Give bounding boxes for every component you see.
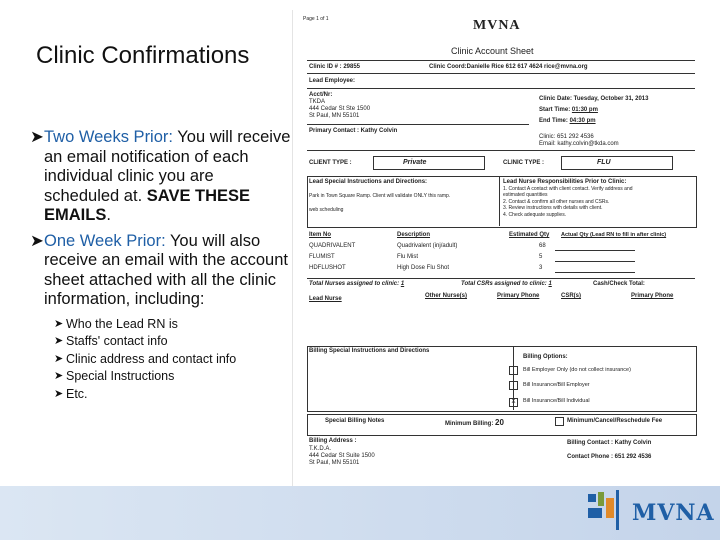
item-qty: 5 — [539, 254, 543, 260]
arrow-bullet-icon: ➤ — [54, 317, 64, 330]
bullet-emphasis: SAVE THESE EMAILS — [44, 186, 251, 224]
end-time: End Time: 04:30 pm — [539, 118, 596, 124]
total-csrs: Total CSRs assigned to clinic: 1 — [461, 281, 552, 287]
bullet-tail: . — [106, 206, 111, 224]
col-other-nurses: Other Nurse(s) — [425, 293, 468, 299]
item-desc: High Dose Flu Shot — [397, 265, 450, 271]
sub-bullet: ➤ Staffs' contact info — [42, 333, 292, 351]
col-description: Description — [397, 232, 431, 238]
primary-contact: Primary Contact : Kathy Colvin — [309, 128, 398, 134]
start-time: Start Time: 01:30 pm — [539, 107, 598, 113]
footer-band — [0, 486, 720, 540]
bullet-lead: Two Weeks Prior: — [44, 128, 173, 146]
clinic-coord: Clinic Coord:Danielle Rice 612 617 4624 rice@mvna.org — [429, 64, 588, 70]
col-estimated-qty: Estimated Qty — [509, 232, 550, 238]
bullet-list — [30, 128, 292, 403]
account-sheet-image: Page 1 of 1 MVNA Clinic Account Sheet Clinic ID # : 29855 Clinic Coord:Danielle Rice 612 617 4624 rice@mvna.org Lead Employee: Acct/Nr: TKDA 444 Cedar St Ste 1500 St Paul, MN 55101 Clinic Date: Tuesday, October 31, 2013 Start Time: 01:30 pm End Time: 04:30 pm Primary Contact : Kathy Colvin Clinic: 651 292 4536 Email: kathy.colvin@tkda.com CLIENT TYPE : Private CLINIC TYPE : FLU Lead Special Instructions and Directions: Park in Town Square Ramp. Client will validate ONLY this ramp. web scheduling Lead Nurse Responsibilities Prior to Clinic: 1. Contact A contact with client contact. Verify address and estimated quantities 2. Contact & confirm all other nurses and CSRs. 3. Review instructions with details with client. 4. Check adequate supplies. Item No Description Estimated Qty Actual Qty (Lead RN to fill in after clinic) QUADRIVALENT Quadrivalent (inj/adult) 68 FLUMIST Flu Mist 5 HDFLUSHOT High Dose Flu Shot 3 Total Nurses assigned to clinic: 1 Total CSRs assigned to clinic: 1 Cash/Check Total: Lead Nurse Other Nurse(s) Primary Phone CSR(s) Primary Phone Billing Special Instructions and Directions Billing Options: Bill Employer Only (do not collect insurance) Bill Insurance/Bill Employer X Bill Insurance/Bill Individual Special Billing Notes Minimum Billing: 20 Minimum/Cancel/Reschedule Fee Billing Address : T.K.D.A. 444 Cedar St Suite 1500 St Paul, MN 55101 Billing Contact : Kathy Colvin Contact Phone : 651 292 4536 — [292, 10, 718, 486]
option-checkbox-checked: X — [509, 398, 518, 407]
lead-employee: Lead Employee: — [309, 78, 356, 84]
item-desc: Quadrivalent (inj/adult) — [397, 243, 458, 249]
billing-options-label: Billing Options: — [523, 354, 568, 360]
special-billing-notes: Special Billing Notes — [325, 418, 385, 424]
item-code: QUADRIVALENT — [309, 243, 356, 249]
arrow-bullet-icon: ➤ — [30, 128, 44, 146]
billing-special-label: Billing Special Instructions and Directions — [309, 348, 430, 354]
item-qty: 3 — [539, 265, 543, 271]
bullet-one-week — [30, 232, 292, 310]
sub-bullet: ➤ Clinic address and contact info — [42, 351, 292, 369]
slide-title: Clinic Confirmations — [36, 42, 250, 69]
item-code: FLUMIST — [309, 254, 335, 260]
col-actual-qty: Actual Qty (Lead RN to fill in after clinic) — [561, 232, 667, 238]
total-nurses: Total Nurses assigned to clinic: 1 — [309, 281, 405, 287]
arrow-bullet-icon: ➤ — [30, 231, 44, 250]
arrow-bullet-icon: ➤ — [54, 352, 64, 365]
minimum-cancel-fee: Minimum/Cancel/Reschedule Fee — [567, 418, 663, 424]
client-type-label: CLIENT TYPE : — [309, 160, 352, 166]
clinic-type: FLU — [597, 159, 611, 166]
special-instructions-label: Lead Special Instructions and Directions: — [309, 179, 428, 185]
bullet-two-weeks — [30, 128, 292, 226]
sub-bullet: ➤ Who the Lead RN is — [42, 316, 292, 334]
contact-phone: Contact Phone : 651 292 4536 — [567, 454, 652, 460]
arrow-bullet-icon: ➤ — [54, 387, 64, 400]
sub-bullet: ➤ Etc. — [42, 386, 292, 404]
mvna-logo — [584, 488, 715, 532]
clinic-type-label: CLINIC TYPE : — [503, 160, 545, 166]
item-desc: Flu Mist — [397, 254, 418, 260]
col-primary-phone-2: Primary Phone — [631, 293, 674, 299]
option-checkbox — [509, 381, 518, 390]
option-checkbox — [509, 366, 518, 375]
item-qty: 68 — [539, 243, 546, 249]
lead-responsibilities-label: Lead Nurse Responsibilities Prior to Clinic: — [503, 179, 627, 185]
client-type: Private — [403, 159, 427, 166]
option-checkbox — [555, 417, 564, 426]
logo-text: MVNA — [632, 500, 715, 526]
clinic-date: Clinic Date: Tuesday, October 31, 2013 — [539, 96, 649, 102]
bullet-text: You will receive an email notification of each individual clinic you are scheduled at. — [44, 128, 291, 205]
col-item-no: Item No — [309, 232, 332, 238]
col-primary-phone: Primary Phone — [497, 293, 540, 299]
cash-check-total: Cash/Check Total: — [593, 281, 645, 287]
arrow-bullet-icon: ➤ — [54, 335, 64, 347]
sub-bullet: ➤ Special Instructions — [42, 368, 292, 386]
billing-address-label: Billing Address : — [309, 438, 357, 444]
acct-label: Acct/Nr: — [309, 92, 333, 98]
clinic-id: Clinic ID # : 29855 — [309, 64, 361, 70]
sheet-org: MVNA — [473, 18, 521, 33]
billing-contact: Billing Contact : Kathy Colvin — [567, 440, 652, 446]
people-icon — [584, 488, 628, 532]
arrow-bullet-icon: ➤ — [54, 370, 64, 382]
page-number: Page 1 of 1 — [303, 16, 329, 22]
bullet-lead: One Week Prior: — [44, 231, 166, 250]
sheet-title: Clinic Account Sheet — [451, 46, 534, 56]
col-lead-nurse: Lead Nurse — [309, 296, 342, 302]
bullet-text: You will also receive an email with the account sheet attached with all the clinic information, including: — [44, 231, 288, 308]
minimum-billing: Minimum Billing: 20 — [445, 418, 504, 427]
item-code: HDFLUSHOT — [309, 265, 346, 271]
col-csrs: CSR(s) — [561, 293, 582, 299]
